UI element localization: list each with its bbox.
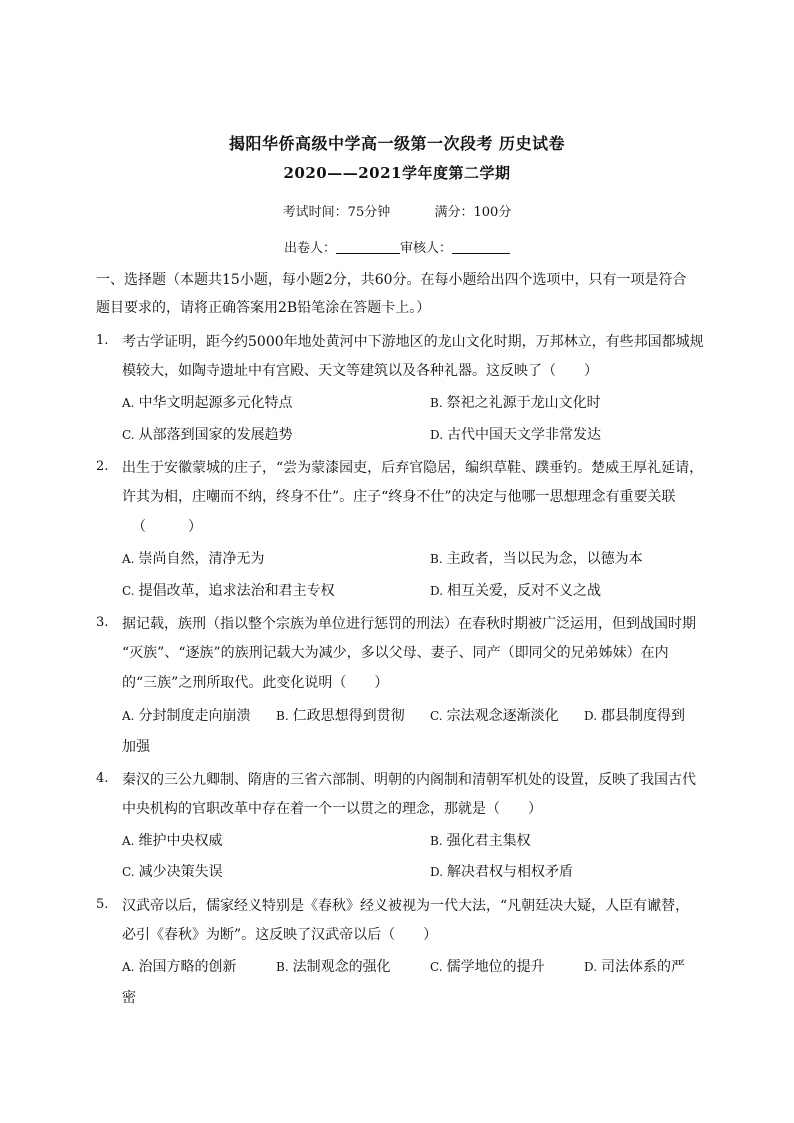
option-text: 相互关爱，反对不义之战: [447, 583, 602, 599]
option-letter: A.: [122, 834, 135, 848]
option-a: [122, 392, 292, 412]
option-d: [430, 861, 573, 881]
option-d: [584, 705, 685, 725]
option-text: 宗法观念逐渐淡化: [446, 708, 559, 724]
option-text: 减少决策失误: [138, 864, 223, 880]
option-d: [430, 580, 601, 600]
option-letter: A.: [122, 552, 135, 566]
question-number: 3.: [96, 615, 109, 630]
option-letter: C.: [430, 960, 443, 974]
option-letter: C.: [122, 865, 135, 879]
option-text: 崇尚自然，清净无为: [138, 551, 265, 567]
option-text: 提倡改革，追求法治和君主专权: [138, 583, 335, 599]
option-b: [276, 956, 391, 976]
question-number: 5.: [96, 897, 109, 912]
question-text-line: 据记载，族刑（指以整个宗族为单位进行惩罚的刑法）在春秋时期被广泛运用，但到战国时期: [122, 616, 696, 632]
question-text-line: （ ）: [132, 519, 202, 535]
option-c: [122, 861, 223, 881]
exam-time: 考试时间：75分钟: [282, 205, 391, 220]
option-c: [430, 705, 559, 725]
question-text-line: 秦汉的三公九卿制、隋唐的三省六部制、明朝的内阁制和清朝军机处的设置，反映了我国古代: [122, 772, 696, 788]
option-letter: D.: [430, 584, 444, 598]
option-text: 郡县制度得到: [601, 708, 686, 724]
option-a: [122, 956, 236, 976]
option-text: 主政者，当以民为念，以德为本: [446, 551, 643, 567]
option-letter: B.: [430, 552, 443, 566]
option-letter: D.: [584, 709, 598, 723]
option-c: [122, 580, 335, 600]
option-c: [122, 424, 293, 444]
question-text-line: 模较大，如陶寺遗址中有宫殿、天文等建筑以及各种礼器。这反映了（ ）: [122, 363, 598, 379]
option-text: 古代中国天文学非常发达: [447, 427, 602, 443]
option-letter: B.: [430, 396, 443, 410]
option-wrap-text: 密: [122, 990, 136, 1006]
reviewer-blank: [452, 239, 510, 254]
option-letter: C.: [430, 709, 443, 723]
option-b: [430, 548, 643, 568]
option-letter: C.: [122, 428, 135, 442]
option-letter: D.: [430, 865, 444, 879]
option-wrap-text: 加强: [122, 739, 150, 755]
question-text-line: 考古学证明，距今约5000年地处黄河中下游地区的龙山文化时期，万邦林立，有些邦国都城规: [122, 334, 704, 350]
question-text-line: 中央机构的官职改革中存在着一个一以贯之的理念，那就是（ ）: [122, 801, 542, 817]
option-a: [122, 830, 222, 850]
option-d: [584, 956, 685, 976]
question-text-line: 的“三族”之刑所取代。此变化说明（ ）: [122, 675, 389, 691]
reviewer-label: 审核人：: [400, 241, 453, 256]
option-letter: A.: [122, 709, 135, 723]
option-b: [430, 392, 601, 412]
question-text-line: “灭族”、“逐族”的族刑记载大为减少，多以父母、妻子、同产（即同父的兄弟姊妹）在内: [122, 645, 669, 661]
option-letter: B.: [276, 960, 289, 974]
option-a: [122, 705, 250, 725]
question-number: 4.: [96, 771, 109, 786]
question-text-line: 出生于安徽蒙城的庄子，“尝为蒙漆园吏，后弃官隐居，编织草鞋、蹼垂钓。楚威王厚礼延请，: [122, 460, 704, 476]
option-letter: A.: [122, 396, 135, 410]
option-b: [276, 705, 405, 725]
signature-line: [0, 237, 794, 256]
full-score: 满分：100分: [434, 205, 512, 220]
option-text: 仁政思想得到贯彻: [292, 708, 405, 724]
setter-label: 出卷人：: [283, 241, 336, 256]
option-text: 司法体系的严: [601, 959, 686, 975]
option-d: [430, 424, 601, 444]
option-letter: B.: [276, 709, 289, 723]
option-text: 中华文明起源多元化特点: [138, 395, 293, 411]
question-text-line: 许其为相，庄嘲而不纳，终身不仕”。庄子“终身不仕”的决定与他哪一思想理念有重要关联: [122, 489, 676, 505]
option-text: 法制观念的强化: [292, 959, 391, 975]
option-b: [430, 830, 531, 850]
option-text: 解决君权与相权矛盾: [447, 864, 574, 880]
option-a: [122, 548, 264, 568]
option-text: 分封制度走向崩溃: [138, 708, 251, 724]
option-text: 祭祀之礼源于龙山文化时: [446, 395, 601, 411]
exam-meta: [0, 201, 794, 220]
section-instruction-line-2: 题目要求的，请将正确答案用2B铅笔涂在答题卡上。）: [96, 300, 431, 316]
option-letter: D.: [430, 428, 444, 442]
question-number: 2.: [96, 459, 109, 474]
question-text-line: 汉武帝以后，儒家经义特别是《春秋》经义被视为一代大法，“凡朝廷决大疑，人臣有谳替，: [122, 898, 690, 914]
exam-title: 揭阳华侨高级中学高一级第一次段考 历史试卷: [228, 134, 566, 153]
option-letter: A.: [122, 960, 135, 974]
option-c: [430, 956, 545, 976]
option-text: 强化君主集权: [446, 833, 531, 849]
option-letter: D.: [584, 960, 598, 974]
question-text-line: 必引《春秋》为断”。这反映了汉武帝以后（ ）: [122, 927, 438, 943]
option-text: 治国方略的创新: [138, 959, 237, 975]
option-text: 儒学地位的提升: [446, 959, 545, 975]
section-instruction-line-1: 一、选择题（本题共15小题，每小题2分，共60分。在每小题给出四个选项中，只有一项是符合: [96, 272, 687, 288]
setter-blank: [336, 239, 400, 254]
question-number: 1.: [96, 333, 109, 348]
option-letter: C.: [122, 584, 135, 598]
exam-subtitle: 2020——2021学年度第二学期: [283, 164, 511, 182]
option-text: 从部落到国家的发展趋势: [138, 427, 293, 443]
option-letter: B.: [430, 834, 443, 848]
option-text: 维护中央权威: [138, 833, 223, 849]
